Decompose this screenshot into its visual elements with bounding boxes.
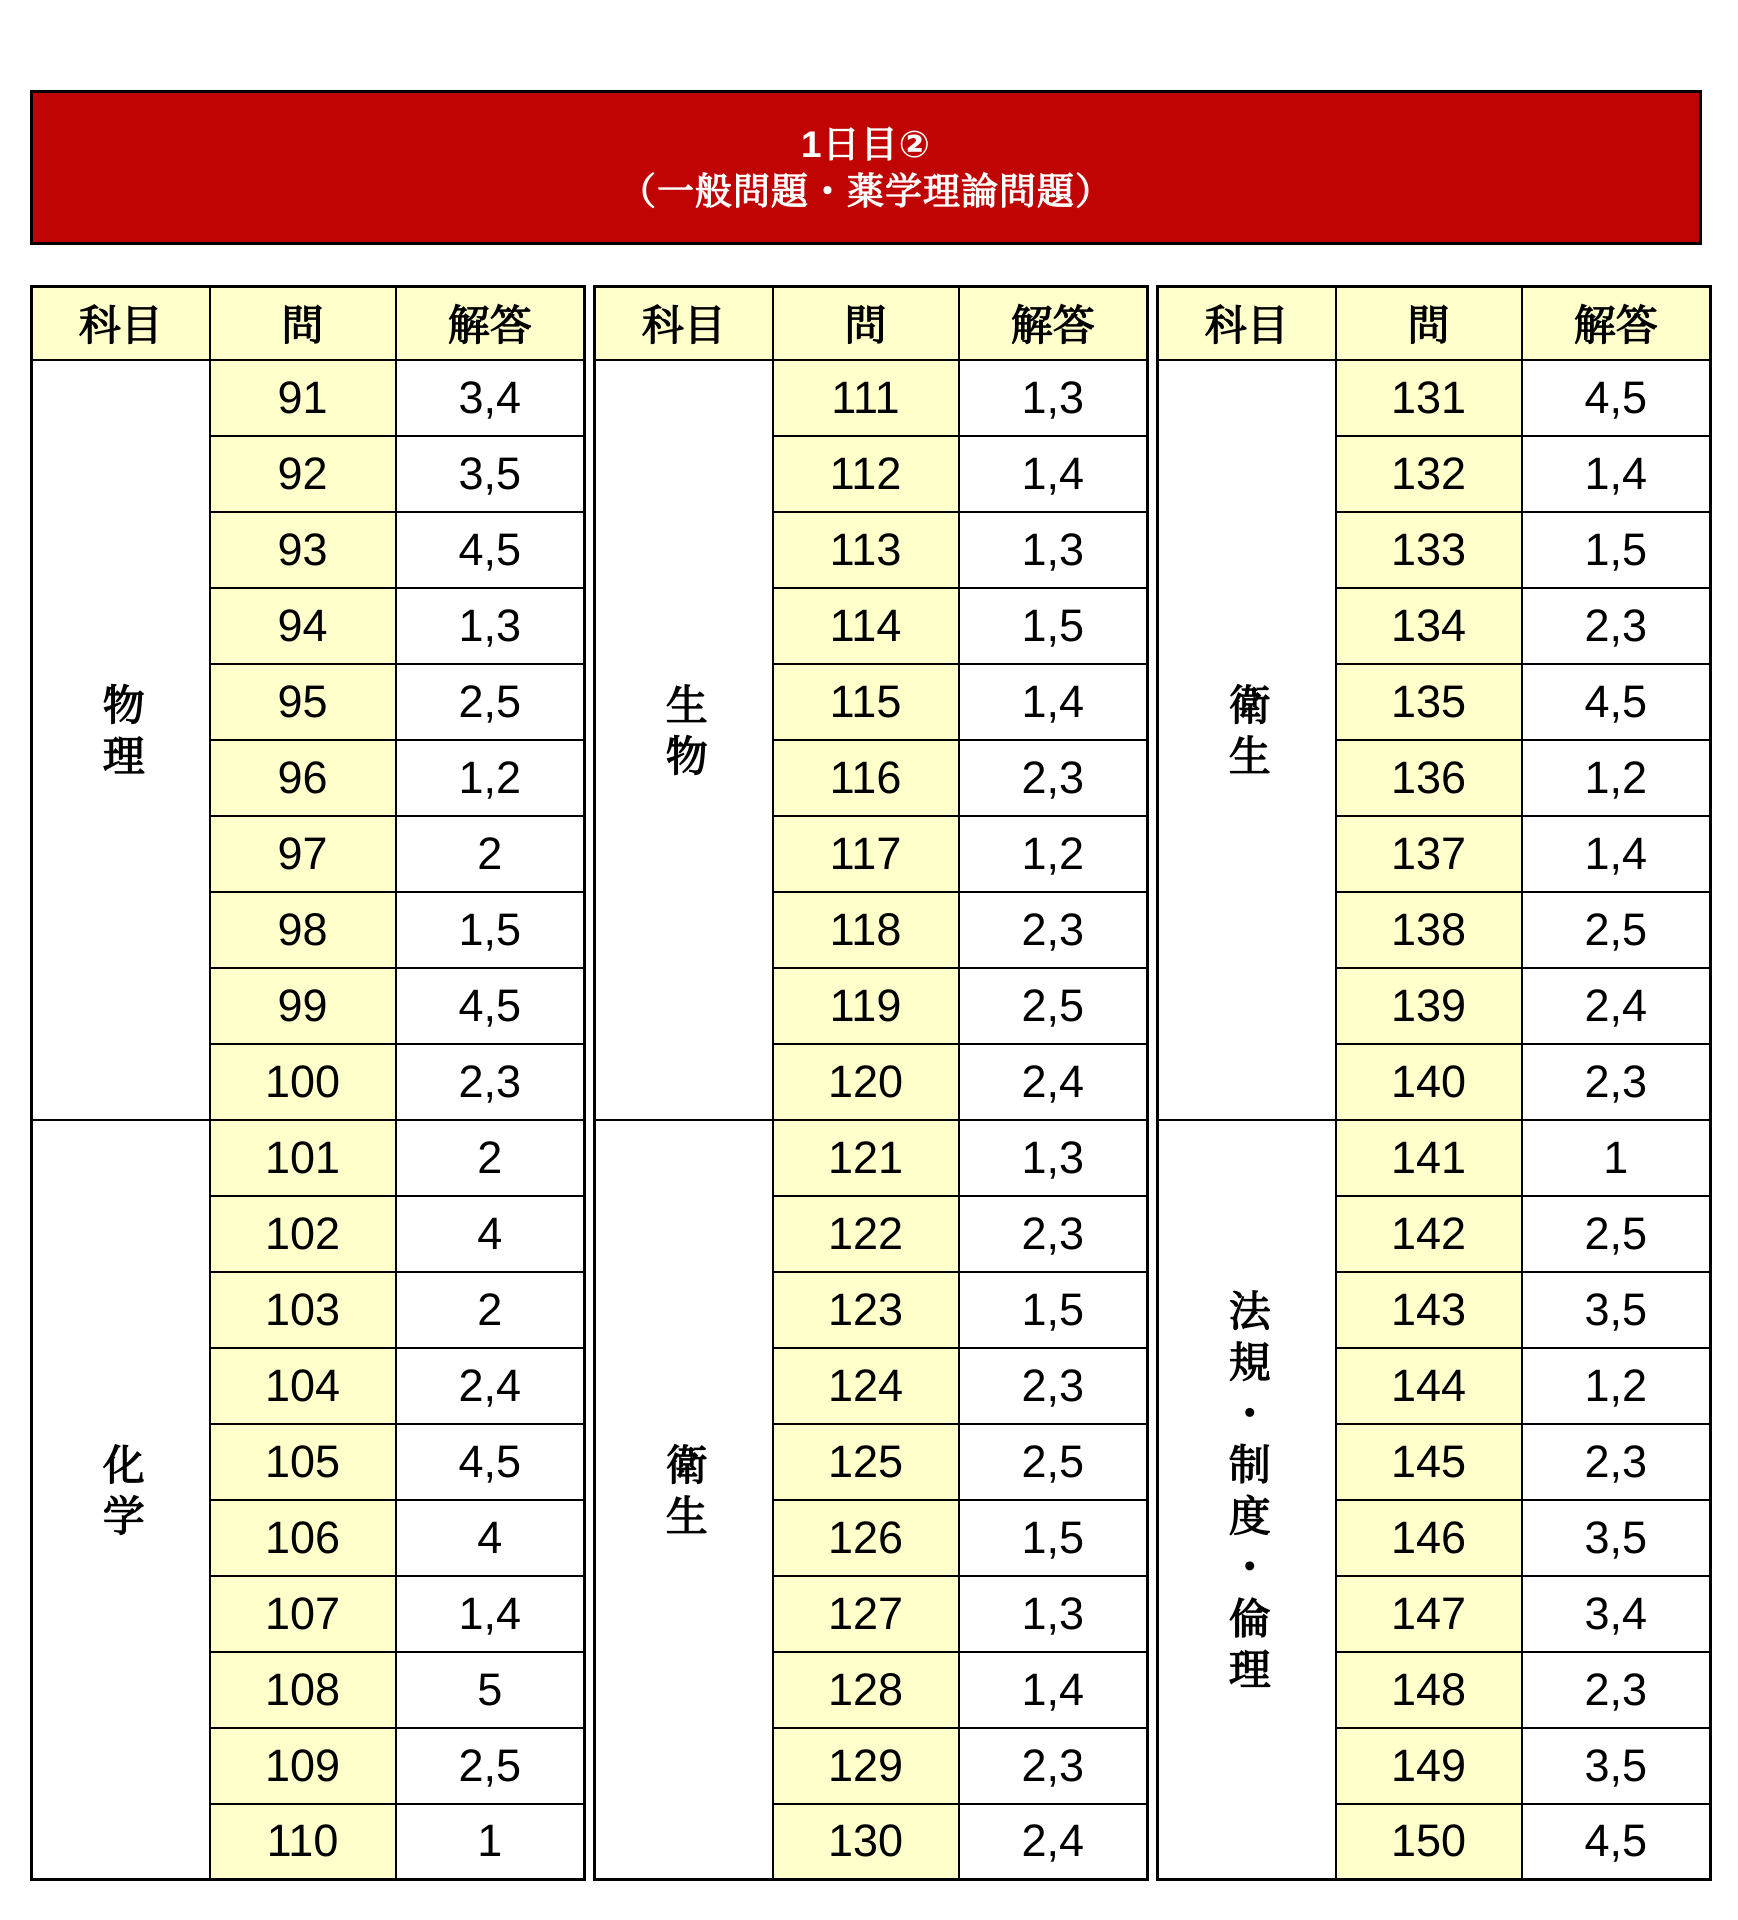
answer-cell: 2,5 bbox=[1522, 892, 1711, 968]
question-number-cell: 148 bbox=[1336, 1652, 1522, 1728]
answer-cell: 1,4 bbox=[959, 1652, 1148, 1728]
answer-cell: 1,5 bbox=[396, 892, 585, 968]
column-header-question: 問 bbox=[773, 287, 959, 360]
answer-cell: 4 bbox=[396, 1196, 585, 1272]
question-number-cell: 113 bbox=[773, 512, 959, 588]
subject-cell bbox=[595, 1120, 773, 1880]
question-number-cell: 145 bbox=[1336, 1424, 1522, 1500]
answer-cell: 2,4 bbox=[1522, 968, 1711, 1044]
answer-table-area bbox=[30, 285, 1712, 1881]
answer-cell: 1,2 bbox=[1522, 740, 1711, 816]
question-number-cell: 149 bbox=[1336, 1728, 1522, 1804]
answer-cell: 3,4 bbox=[396, 360, 585, 436]
answer-cell: 2,3 bbox=[959, 1196, 1148, 1272]
question-number-cell: 96 bbox=[210, 740, 396, 816]
question-number-cell: 114 bbox=[773, 588, 959, 664]
answer-cell: 4 bbox=[396, 1500, 585, 1576]
question-number-cell: 92 bbox=[210, 436, 396, 512]
answer-cell: 1 bbox=[1522, 1120, 1711, 1196]
answer-cell: 2,5 bbox=[959, 1424, 1148, 1500]
answer-cell: 2,4 bbox=[959, 1044, 1148, 1120]
banner bbox=[30, 90, 1702, 245]
answer-cell: 2,3 bbox=[1522, 1652, 1711, 1728]
question-number-cell: 144 bbox=[1336, 1348, 1522, 1424]
question-number-cell: 146 bbox=[1336, 1500, 1522, 1576]
question-number-cell: 139 bbox=[1336, 968, 1522, 1044]
question-number-cell: 97 bbox=[210, 816, 396, 892]
question-number-cell: 103 bbox=[210, 1272, 396, 1348]
column-header-answer: 解答 bbox=[959, 287, 1148, 360]
subject-label: 衛生 bbox=[660, 1442, 708, 1545]
question-number-cell: 141 bbox=[1336, 1120, 1522, 1196]
question-number-cell: 108 bbox=[210, 1652, 396, 1728]
question-number-cell: 120 bbox=[773, 1044, 959, 1120]
answer-cell: 2,3 bbox=[959, 1728, 1148, 1804]
answer-cell: 1,3 bbox=[959, 360, 1148, 436]
question-number-cell: 104 bbox=[210, 1348, 396, 1424]
column-header-subject: 科目 bbox=[595, 287, 773, 360]
subject-cell bbox=[595, 360, 773, 1120]
answer-cell: 3,4 bbox=[1522, 1576, 1711, 1652]
question-number-cell: 130 bbox=[773, 1804, 959, 1880]
question-number-cell: 143 bbox=[1336, 1272, 1522, 1348]
answer-cell: 2,3 bbox=[1522, 588, 1711, 664]
answer-cell: 1,5 bbox=[1522, 512, 1711, 588]
answer-cell: 2,3 bbox=[959, 1348, 1148, 1424]
answer-cell: 1,3 bbox=[396, 588, 585, 664]
subject-cell bbox=[1158, 360, 1336, 1120]
subject-label: 法規・制度・倫理 bbox=[1223, 1288, 1271, 1699]
answer-cell: 2,5 bbox=[396, 1728, 585, 1804]
answer-cell: 5 bbox=[396, 1652, 585, 1728]
answer-cell: 2,3 bbox=[959, 740, 1148, 816]
subject-label: 衛生 bbox=[1223, 682, 1271, 786]
question-number-cell: 100 bbox=[210, 1044, 396, 1120]
answer-cell: 1,5 bbox=[959, 1500, 1148, 1576]
answer-cell: 2,5 bbox=[1522, 1196, 1711, 1272]
answer-cell: 2 bbox=[396, 1120, 585, 1196]
question-number-cell: 134 bbox=[1336, 588, 1522, 664]
table-row bbox=[1158, 1120, 1711, 1196]
question-number-cell: 116 bbox=[773, 740, 959, 816]
answer-cell: 3,5 bbox=[396, 436, 585, 512]
answer-cell: 2 bbox=[396, 1272, 585, 1348]
answer-cell: 3,5 bbox=[1522, 1500, 1711, 1576]
answer-cell: 4,5 bbox=[1522, 664, 1711, 740]
answer-cell: 2,4 bbox=[959, 1804, 1148, 1880]
question-number-cell: 131 bbox=[1336, 360, 1522, 436]
answer-cell: 1,2 bbox=[396, 740, 585, 816]
answer-cell: 4,5 bbox=[396, 1424, 585, 1500]
question-number-cell: 135 bbox=[1336, 664, 1522, 740]
question-number-cell: 121 bbox=[773, 1120, 959, 1196]
question-number-cell: 99 bbox=[210, 968, 396, 1044]
answer-cell: 1 bbox=[396, 1804, 585, 1880]
answer-cell: 1,5 bbox=[959, 588, 1148, 664]
question-number-cell: 110 bbox=[210, 1804, 396, 1880]
question-number-cell: 118 bbox=[773, 892, 959, 968]
answer-cell: 1,4 bbox=[1522, 816, 1711, 892]
answer-cell: 1,4 bbox=[959, 664, 1148, 740]
question-number-cell: 125 bbox=[773, 1424, 959, 1500]
answer-cell: 1,2 bbox=[1522, 1348, 1711, 1424]
answer-cell: 2,3 bbox=[1522, 1044, 1711, 1120]
question-number-cell: 111 bbox=[773, 360, 959, 436]
header-row bbox=[32, 287, 585, 360]
question-number-cell: 127 bbox=[773, 1576, 959, 1652]
question-number-cell: 126 bbox=[773, 1500, 959, 1576]
question-number-cell: 112 bbox=[773, 436, 959, 512]
question-number-cell: 98 bbox=[210, 892, 396, 968]
answer-cell: 4,5 bbox=[1522, 360, 1711, 436]
subject-cell bbox=[32, 1120, 210, 1880]
question-number-cell: 150 bbox=[1336, 1804, 1522, 1880]
question-number-cell: 147 bbox=[1336, 1576, 1522, 1652]
question-number-cell: 128 bbox=[773, 1652, 959, 1728]
banner-title-line1: 1日目② bbox=[801, 123, 931, 165]
question-number-cell: 107 bbox=[210, 1576, 396, 1652]
table-row bbox=[1158, 360, 1711, 436]
question-number-cell: 119 bbox=[773, 968, 959, 1044]
table-row bbox=[32, 1120, 585, 1196]
table-row bbox=[595, 1120, 1148, 1196]
answer-cell: 1,4 bbox=[396, 1576, 585, 1652]
banner-title-line2: （一般問題・薬学理論問題） bbox=[619, 170, 1113, 212]
question-number-cell: 133 bbox=[1336, 512, 1522, 588]
answer-cell: 1,2 bbox=[959, 816, 1148, 892]
subject-cell bbox=[32, 360, 210, 1120]
question-number-cell: 101 bbox=[210, 1120, 396, 1196]
answer-cell: 1,4 bbox=[1522, 436, 1711, 512]
answer-cell: 1,4 bbox=[959, 436, 1148, 512]
answer-cell: 2,4 bbox=[396, 1348, 585, 1424]
question-number-cell: 137 bbox=[1336, 816, 1522, 892]
answer-cell: 3,5 bbox=[1522, 1272, 1711, 1348]
answer-table-group-2 bbox=[593, 285, 1149, 1881]
subject-label: 物理 bbox=[97, 682, 145, 786]
answer-cell: 3,5 bbox=[1522, 1728, 1711, 1804]
question-number-cell: 124 bbox=[773, 1348, 959, 1424]
answer-cell: 2,5 bbox=[959, 968, 1148, 1044]
column-header-question: 問 bbox=[210, 287, 396, 360]
question-number-cell: 95 bbox=[210, 664, 396, 740]
question-number-cell: 93 bbox=[210, 512, 396, 588]
question-number-cell: 136 bbox=[1336, 740, 1522, 816]
question-number-cell: 138 bbox=[1336, 892, 1522, 968]
column-header-question: 問 bbox=[1336, 287, 1522, 360]
question-number-cell: 132 bbox=[1336, 436, 1522, 512]
table-row bbox=[595, 360, 1148, 436]
question-number-cell: 106 bbox=[210, 1500, 396, 1576]
answer-cell: 2 bbox=[396, 816, 585, 892]
question-number-cell: 94 bbox=[210, 588, 396, 664]
question-number-cell: 142 bbox=[1336, 1196, 1522, 1272]
answer-cell: 4,5 bbox=[1522, 1804, 1711, 1880]
column-header-answer: 解答 bbox=[1522, 287, 1711, 360]
question-number-cell: 102 bbox=[210, 1196, 396, 1272]
question-number-cell: 122 bbox=[773, 1196, 959, 1272]
question-number-cell: 140 bbox=[1336, 1044, 1522, 1120]
answer-table-group-1 bbox=[30, 285, 586, 1881]
column-header-answer: 解答 bbox=[396, 287, 585, 360]
question-number-cell: 105 bbox=[210, 1424, 396, 1500]
column-header-subject: 科目 bbox=[32, 287, 210, 360]
subject-label: 生物 bbox=[660, 682, 708, 786]
answer-cell: 2,3 bbox=[959, 892, 1148, 968]
subject-cell bbox=[1158, 1120, 1336, 1880]
header-row bbox=[1158, 287, 1711, 360]
table-row bbox=[32, 360, 585, 436]
question-number-cell: 123 bbox=[773, 1272, 959, 1348]
answer-cell: 4,5 bbox=[396, 512, 585, 588]
question-number-cell: 91 bbox=[210, 360, 396, 436]
question-number-cell: 115 bbox=[773, 664, 959, 740]
answer-cell: 2,3 bbox=[1522, 1424, 1711, 1500]
answer-cell: 4,5 bbox=[396, 968, 585, 1044]
answer-table-group-3 bbox=[1156, 285, 1712, 1881]
answer-cell: 1,5 bbox=[959, 1272, 1148, 1348]
answer-cell: 1,3 bbox=[959, 512, 1148, 588]
answer-cell: 1,3 bbox=[959, 1576, 1148, 1652]
question-number-cell: 117 bbox=[773, 816, 959, 892]
subject-label: 化学 bbox=[97, 1442, 145, 1545]
column-header-subject: 科目 bbox=[1158, 287, 1336, 360]
question-number-cell: 109 bbox=[210, 1728, 396, 1804]
answer-cell: 2,3 bbox=[396, 1044, 585, 1120]
header-row bbox=[595, 287, 1148, 360]
question-number-cell: 129 bbox=[773, 1728, 959, 1804]
answer-cell: 1,3 bbox=[959, 1120, 1148, 1196]
answer-cell: 2,5 bbox=[396, 664, 585, 740]
